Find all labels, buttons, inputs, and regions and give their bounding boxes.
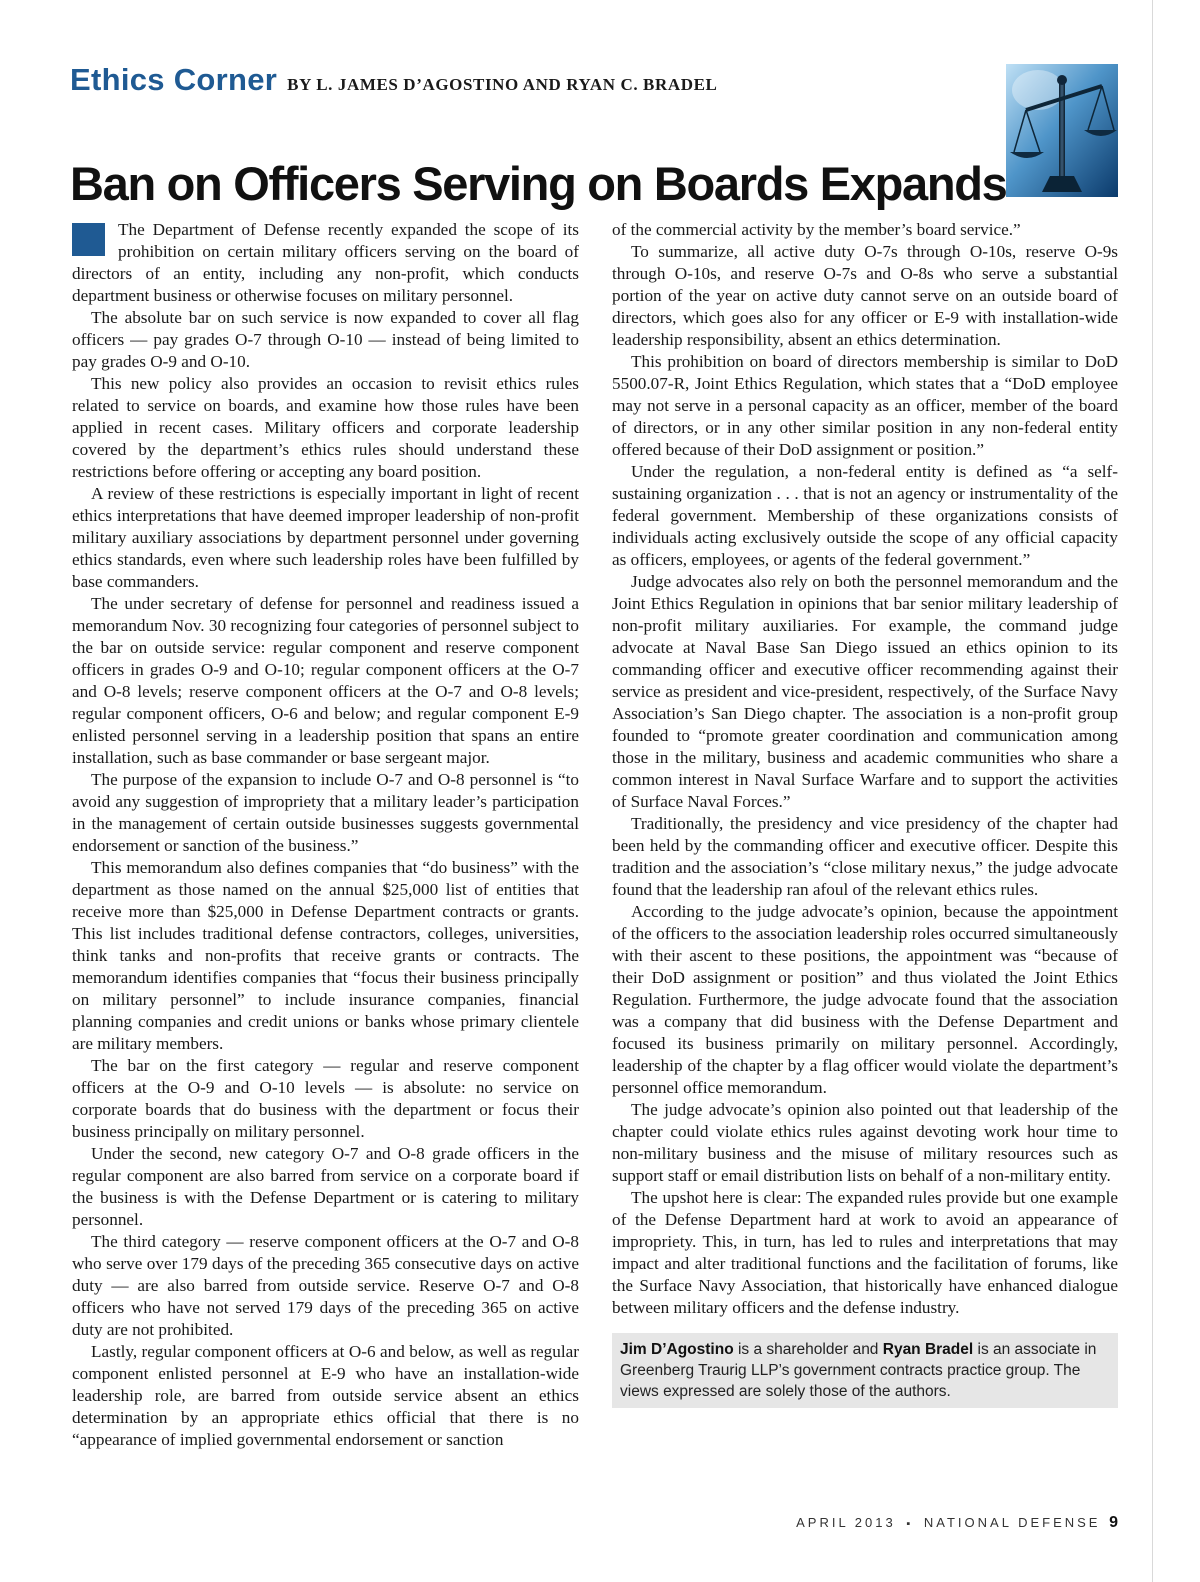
paragraph: of the commercial activity by the member’s board service.”	[612, 220, 1021, 239]
page-footer	[796, 1514, 1118, 1532]
bio-text: is a shareholder and	[733, 1341, 883, 1358]
paragraph	[72, 219, 579, 307]
paragraph: To summarize, all active duty O-7s through O-10s, reserve O-9s through O-10s, and reserve O-7s and O-8s who serve a substantial portion of the year on active duty cannot serve on an outside board of directors, which goes also for any officer or E-9 with installation-wide leadership responsibility, absent an ethics determination.	[612, 242, 1118, 349]
paragraph: This new policy also provides an occasion to revisit ethics rules related to service on boards, and examine how those rules have been applied in recent cases. Military officers and corporate leadership covered by the department’s ethics rules should understand these restrictions before offering or accepting any board position.	[72, 374, 579, 481]
byline: BY L. JAMES D’AGOSTINO AND RYAN C. BRADEL	[287, 75, 718, 94]
drop-cap-block	[72, 223, 105, 256]
paragraph: Traditionally, the presidency and vice presidency of the chapter had been held by the commanding officer and executive officer. Despite this tradition and the association’s “close military nexus,” the judge advocate found that the leadership ran afoul of the relevant ethics rules.	[612, 814, 1118, 899]
page-edge-rule	[1152, 0, 1153, 1582]
paragraph: A review of these restrictions is especially important in light of recent ethics interpretations that have deemed improper leadership of non-profit military auxiliary associations by department personnel under governing ethics standards, even where such leadership roles have been fulfilled by base commanders.	[72, 484, 579, 591]
paragraph: The judge advocate’s opinion also pointed out that leadership of the chapter could violate ethics rules against devoting work hour time to non-military business and the misuse of military resources such as support staff or email distribution lists on behalf of a non-military entity.	[612, 1100, 1118, 1185]
page-number: 9	[1109, 1514, 1118, 1531]
paragraph: The upshot here is clear: The expanded rules provide but one example of the Defense Department hard at work to avoid an appearance of impropriety. This, in turn, has led to rules and interpretations that may impact and alter traditional functions and the facilitation of forums, like the Surface Navy Association, that historically have enhanced dialogue between military officers and the defense industry.	[612, 1188, 1118, 1317]
publication-name: NATIONAL DEFENSE	[923, 1515, 1101, 1530]
paragraph: The absolute bar on such service is now expanded to cover all flag officers — pay grades O-7 through O-10 — instead of being limited to pay grades O-9 and O-10.	[72, 308, 579, 371]
paragraph: Judge advocates also rely on both the personnel memorandum and the Joint Ethics Regulation in opinions that bar senior military leadership of non-profit military auxiliaries. For example, the command judge advocate at Naval Base San Diego issued an ethics opinion to its commanding officer and executive officer recommending against their service as president and vice-president, respectively, of the Surface Navy Association’s San Diego chapter. The association is a non-profit group founded to “promote greater coordination and communication among those in the military, business and academic communities who share a common interest in Naval Surface Warfare and to support the activities of Surface Naval Forces.”	[612, 572, 1118, 811]
footer-bullet: ▪	[906, 1518, 914, 1530]
paragraph: Under the regulation, a non-federal entity is defined as “a self-sustaining organization . . . that is not an agency or instrumentality of the federal government. Membership of these organizations consists of individuals acting exclusively outside the scope of any official capacity as officers, employees, or agents of the federal government.”	[612, 462, 1118, 569]
paragraph: According to the judge advocate’s opinion, because the appointment of the officers to the association leadership roles occurred simultaneously with their ascent to these positions, the appointment was “because of their DoD assignment or position” and thus violated the Joint Ethics Regulation. Furthermore, the judge advocate found that the association was a company that did business with the Defense Department and focused its business primarily on military personnel. Accordingly, leadership of the chapter by a flag officer would violate the department’s personnel office memorandum.	[612, 902, 1118, 1097]
paragraph: The under secretary of defense for personnel and readiness issued a memorandum Nov. 30 recognizing four categories of personnel subject to the bar on outside service: regular component and reserve component officers in grades O-9 and O-10; regular component officers at the O-7 and O-8 levels; reserve component officers at the O-7 and O-8 levels; regular component officers, O-6 and below; and regular component E-9 enlisted personnel serving in a leadership position that spans an entire installation, such as base commander or base sergeant major.	[72, 594, 579, 767]
scales-of-justice-icon	[1006, 64, 1118, 197]
author-name: Ryan Bradel	[882, 1341, 974, 1358]
article-column-right	[612, 219, 1118, 1408]
author-bio-box	[612, 1333, 1118, 1408]
column-name: Ethics Corner	[70, 62, 278, 97]
issue-date: APRIL 2013	[796, 1515, 896, 1530]
headline: Ban on Officers Serving on Boards Expands	[70, 157, 1007, 210]
paragraph: Under the second, new category O-7 and O-8 grade officers in the regular component are also barred from service on a corporate board if the business is with the Defense Department or is catering to military personnel.	[72, 1144, 579, 1229]
paragraph: The third category — reserve component officers at the O-7 and O-8 who serve over 179 days of the preceding 365 consecutive days on active duty — are also barred from outside service. Reserve O-7 and O-8 officers who have not served 179 days of the preceding 365 on active duty are not prohibited.	[72, 1232, 579, 1339]
paragraph: The bar on the first category — regular and reserve component officers at the O-9 and O-10 levels — is absolute: no service on corporate boards that do business with the department or focus their business principally on military personnel.	[72, 1056, 579, 1141]
bio-text: is an associate in Greenberg Traurig LLP’s government contracts practice group. The views expressed are solely those of the authors.	[620, 1341, 1097, 1400]
author-name: Jim D’Agostino	[620, 1341, 734, 1358]
article-column-left	[72, 219, 579, 1451]
paragraph-text: The Department of Defense recently expanded the scope of its prohibition on certain military officers serving on the board of directors of an entity, including any non-profit, which conducts department business or otherwise focuses on military personnel.	[72, 220, 579, 305]
paragraph: This memorandum also defines companies that “do business” with the department as those named on the annual $25,000 list of entities that receive more than $25,000 in Defense Department contracts or grants. This list includes traditional defense contractors, colleges, universities, think tanks and non-profits that receive grants or contracts. The memorandum identifies companies that “focus their business principally on military personnel” to include insurance companies, financial planning companies and credit unions or banks whose primary clientele are military members.	[72, 858, 579, 1053]
paragraph: The purpose of the expansion to include O-7 and O-8 personnel is “to avoid any suggestion of impropriety that a military leader’s participation in the management of certain outside businesses suggests governmental endorsement or sanction of the business.”	[72, 770, 579, 855]
paragraph: Lastly, regular component officers at O-6 and below, as well as regular component enlisted personnel at E-9 who have an installation-wide leadership role, are barred from outside service absent an ethics determination by an appropriate ethics official that there is no “appearance of implied governmental endorsement or sanction	[72, 1342, 579, 1449]
column-kicker	[70, 62, 718, 102]
paragraph: This prohibition on board of directors membership is similar to DoD 5500.07-R, Joint Ethics Regulation, which states that a “DoD employee may not serve in a personal capacity as an officer, member of the board of directors, or in any other similar position in any non-federal entity offered because of their DoD assignment or position.”	[612, 352, 1118, 459]
